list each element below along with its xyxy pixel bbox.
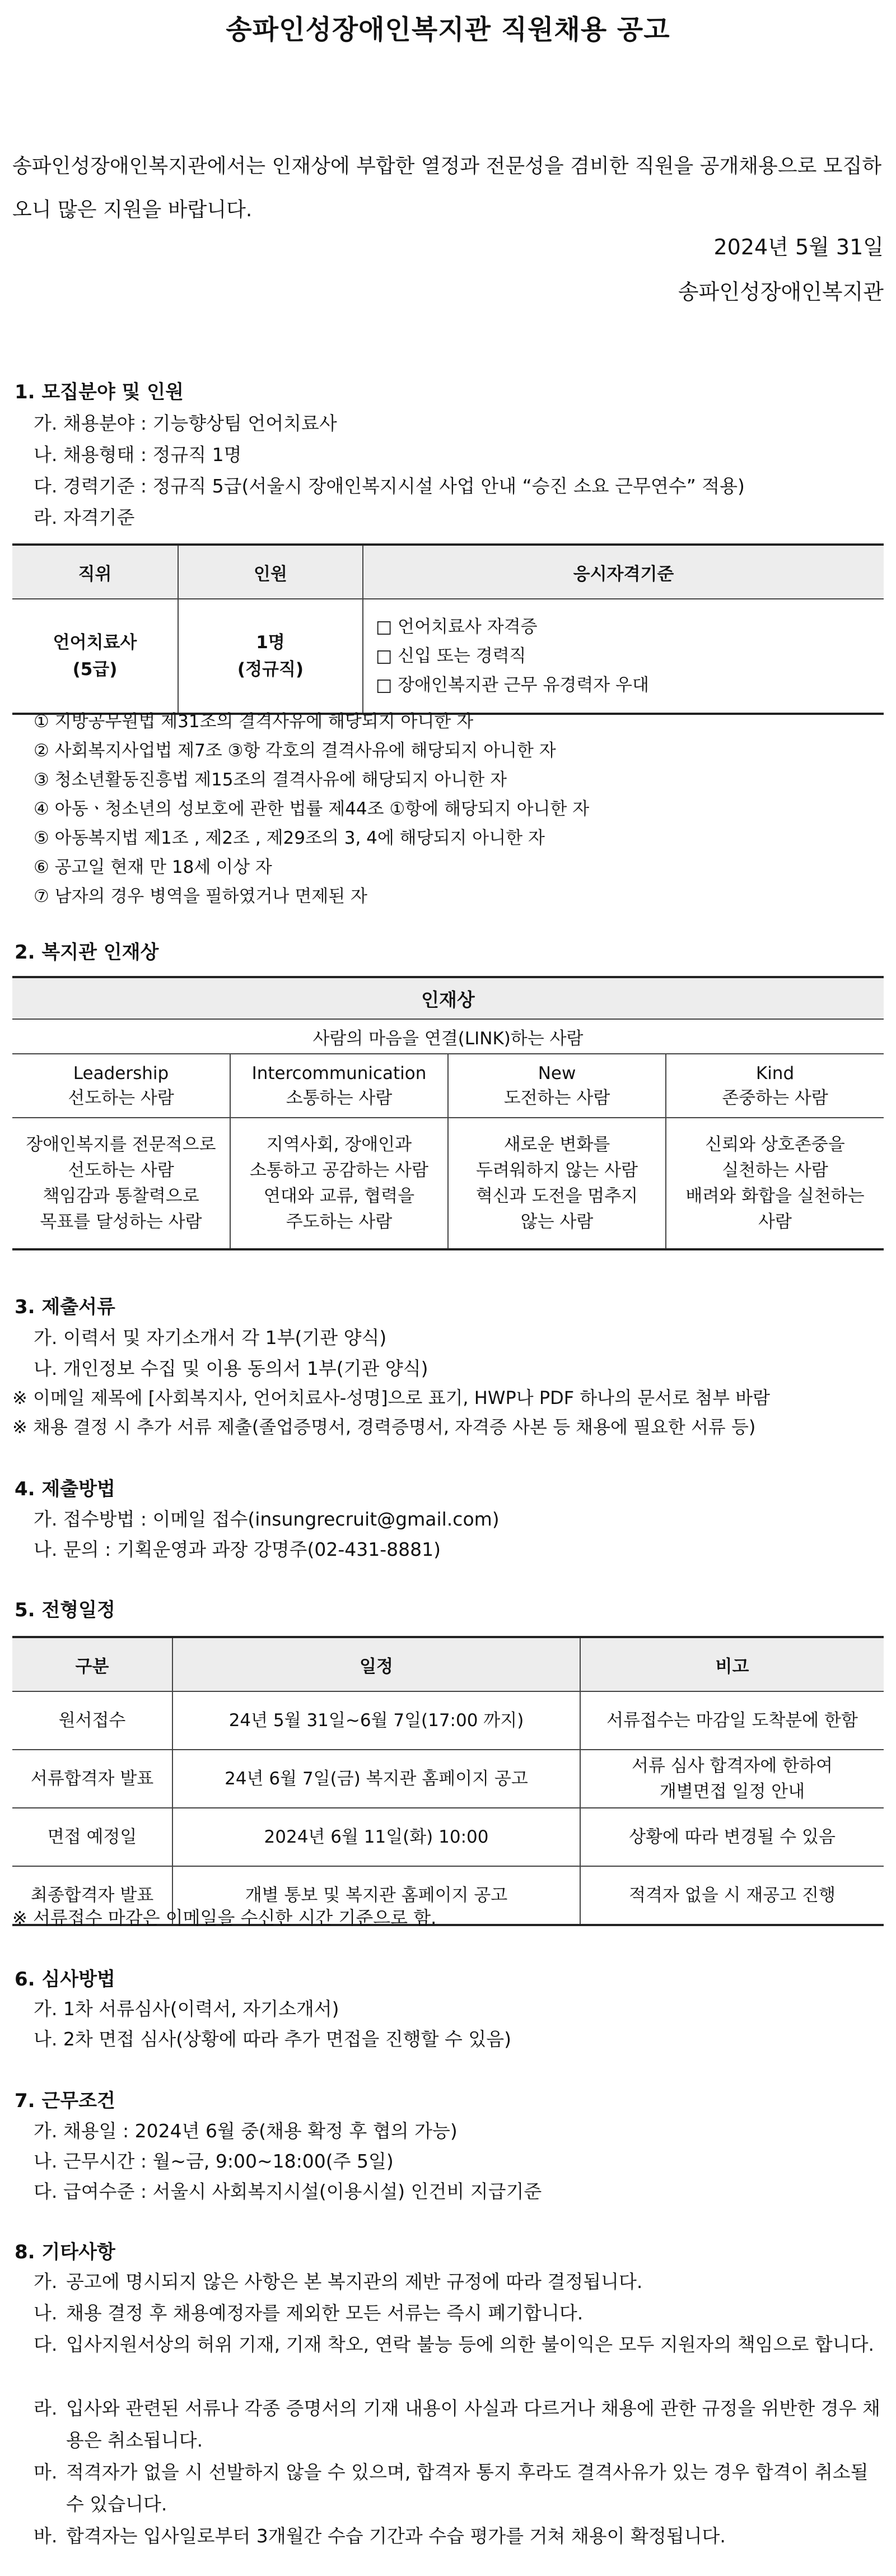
desc-line: 소통하고 공감하는 사람: [249, 1160, 429, 1180]
value-ko: 존중하는 사람: [722, 1088, 828, 1108]
value-desc-intercommunication: [230, 1118, 448, 1249]
value-header-leadership: [12, 1054, 230, 1118]
desc-line: 연대와 교류, 협력을: [263, 1186, 415, 1206]
value-ko: 선도하는 사람: [68, 1088, 174, 1108]
qualification-label: 라. 자격기준: [34, 506, 135, 528]
item-label: 마.: [34, 2461, 58, 2483]
schedule-table: [12, 1636, 884, 1926]
schedule-note: [580, 1866, 884, 1925]
schedule-date: 24년 6월 7일(금) 복지관 홈페이지 공고: [172, 1750, 580, 1808]
desc-line: 책임감과 통찰력으로: [43, 1186, 199, 1206]
talent-table: [12, 976, 884, 1250]
item-text: 입사와 관련된 서류나 각종 증명서의 기재 내용이 사실과 다르거나 채용에 관한 규정을 위반한 경우 채용은 취소됩니다.: [66, 2397, 880, 2451]
disqualification-criterion: ③ 청소년활동진흥법 제15조의 결격사유에 해당되지 아니한 자: [34, 770, 507, 790]
disqualification-criterion: ① 지방공무원법 제31조의 결격사유에 해당되지 아니한 자: [34, 712, 474, 732]
value-desc-new: [448, 1118, 666, 1249]
count-cell: [178, 599, 363, 714]
value-header-new: [448, 1054, 666, 1118]
condition-item: 나. 근무시간 : 월~금, 9:00~18:00(주 5일): [34, 2150, 394, 2172]
item-label: 바.: [34, 2525, 58, 2547]
note-line: 서류접수는 마감일 도착분에 한함: [606, 1710, 858, 1731]
disqualification-criterion: ⑦ 남자의 경우 병역을 필하였거나 면제된 자: [34, 886, 367, 906]
item-label: 다.: [34, 2333, 58, 2355]
section-heading-talent: 2. 복지관 인재상: [15, 941, 159, 964]
desc-line: 주도하는 사람: [286, 1212, 393, 1232]
schedule-note-text: ※ 서류접수 마감은 이메일을 수신한 시간 기준으로 함.: [12, 1907, 437, 1928]
qualification-item: □ 언어치료사 자격증: [376, 617, 538, 637]
document-note: ※ 이메일 제목에 [사회복지사, 언어치료사-성명]으로 표기, HWP나 PDF 하나의 문서로 첨부 바람: [12, 1387, 771, 1408]
other-item: [34, 2392, 885, 2456]
column-header: 직위: [12, 545, 178, 599]
section-heading-documents: 3. 제출서류: [15, 1296, 115, 1318]
talent-subtitle: 사람의 마음을 연결(LINK)하는 사람: [12, 1019, 884, 1054]
notice-date: 2024년 5월 31일: [713, 235, 884, 259]
contact-info: 나. 문의 : 기획운영과 과장 강명주(02-431-8881): [34, 1538, 441, 1560]
position-grade: (5급): [72, 659, 118, 680]
section-heading-other: 8. 기타사항: [15, 2241, 115, 2263]
schedule-note: [580, 1750, 884, 1808]
schedule-note: [580, 1808, 884, 1866]
page-title: 송파인성장애인복지관 직원채용 공고: [226, 14, 670, 45]
value-desc-kind: [666, 1118, 884, 1249]
item-label: 라.: [34, 2397, 58, 2419]
column-header: 구분: [12, 1637, 172, 1691]
other-item: [34, 2297, 885, 2329]
column-header: 인원: [178, 545, 363, 599]
schedule-note: [580, 1691, 884, 1750]
desc-line: 신뢰와 상호존중을: [705, 1134, 845, 1155]
desc-line: 장애인복지를 전문적으로: [26, 1134, 216, 1155]
position-cell: [12, 599, 178, 714]
item-label: 나.: [34, 2302, 58, 2324]
value-ko: 도전하는 사람: [503, 1088, 610, 1108]
column-header: 응시자격기준: [363, 545, 884, 599]
table-row: [12, 1750, 884, 1808]
condition-item: 다. 급여수준 : 서울시 사회복지시설(이용시설) 인건비 지급기준: [34, 2180, 542, 2202]
value-en: Kind: [755, 1063, 795, 1084]
document-item: 나. 개인정보 수집 및 이용 동의서 1부(기관 양식): [34, 1357, 428, 1379]
schedule-date: 개별 통보 및 복지관 홈페이지 공고: [172, 1866, 580, 1925]
disqualification-criterion: ④ 아동ㆍ청소년의 성보호에 관한 법률 제44조 ①항에 해당되지 아니한 자: [34, 799, 590, 819]
intro-text: 송파인성장애인복지관에서는 인재상에 부합한 열정과 전문성을 겸비한 직원을 공개채용으로 모집하오니 많은 지원을 바랍니다.: [12, 155, 882, 221]
position-name: 언어치료사: [53, 633, 137, 653]
item-text: 적격자가 없을 시 선발하지 않을 수 있으며, 합격자 통지 후라도 결격사유가 있는 경우 합격이 취소될 수 있습니다.: [66, 2461, 869, 2515]
qualification-item: □ 장애인복지관 근무 유경력자 우대: [376, 675, 649, 695]
desc-line: 혁신과 도전을 멈추지: [475, 1186, 638, 1206]
item-text: 공고에 명시되지 않은 사항은 본 복지관의 제반 규정에 따라 결정됩니다.: [66, 2271, 643, 2293]
value-header-intercommunication: [230, 1054, 448, 1118]
column-header: 일정: [172, 1637, 580, 1691]
submission-method: 가. 접수방법 : 이메일 접수(insungrecruit@gmail.com): [34, 1508, 500, 1530]
document-item: 가. 이력서 및 자기소개서 각 1부(기관 양식): [34, 1327, 387, 1349]
organization-name: 송파인성장애인복지관: [678, 280, 884, 304]
qualification-item: □ 신입 또는 경력직: [376, 646, 526, 666]
section-heading-submission: 4. 제출방법: [15, 1478, 115, 1500]
value-en: Intercommunication: [251, 1063, 427, 1084]
other-item: [34, 2328, 885, 2360]
section-heading-schedule: 5. 전형일정: [15, 1599, 115, 1621]
schedule-date: 24년 5월 31일~6월 7일(17:00 까지): [172, 1691, 580, 1750]
desc-line: 배려와 화합을 실천하는: [685, 1186, 865, 1206]
item-label: 가.: [34, 2271, 58, 2293]
value-ko: 소통하는 사람: [286, 1088, 393, 1108]
column-header: 비고: [580, 1637, 884, 1691]
recruit-field: 가. 채용분야 : 기능향상팀 언어치료사: [34, 412, 337, 434]
other-item: [34, 2266, 885, 2298]
value-header-kind: [666, 1054, 884, 1118]
section-heading-conditions: 7. 근무조건: [15, 2090, 115, 2112]
section-heading-recruitment: 1. 모집분야 및 인원: [15, 381, 184, 403]
desc-line: 목표를 달성하는 사람: [40, 1212, 202, 1232]
desc-line: 실천하는 사람: [722, 1160, 828, 1180]
talent-table-title: 인재상: [12, 977, 884, 1019]
value-en: New: [538, 1063, 576, 1084]
schedule-stage: 면접 예정일: [12, 1808, 172, 1866]
item-text: 합격자는 입사일로부터 3개월간 수습 기간과 수습 평가를 거쳐 채용이 확정됩니다.: [66, 2525, 726, 2547]
note-line: 서류 심사 합격자에 한하여: [632, 1756, 833, 1776]
qualification-cell: [363, 599, 884, 714]
disqualification-criterion: ⑤ 아동복지법 제1조 , 제2조 , 제29조의 3, 4에 해당되지 아니한 자: [34, 828, 545, 848]
note-line: 상황에 따라 변경될 수 있음: [629, 1827, 836, 1847]
document-note: ※ 채용 결정 시 추가 서류 제출(졸업증명서, 경력증명서, 자격증 사본 등 채용에 필요한 서류 등): [12, 1416, 756, 1438]
schedule-stage: 서류합격자 발표: [12, 1750, 172, 1808]
note-line: 적격자 없을 시 재공고 진행: [629, 1885, 836, 1905]
value-desc-leadership: [12, 1118, 230, 1249]
section-heading-screening: 6. 심사방법: [15, 1968, 115, 1991]
career-criteria: 다. 경력기준 : 정규직 5급(서울시 장애인복지시설 사업 안내 “승진 소요 근무연수” 적용): [34, 475, 745, 497]
disqualification-criterion: ② 사회복지사업법 제7조 ③항 각호의 결격사유에 해당되지 아니한 자: [34, 741, 556, 761]
desc-line: 않는 사람: [520, 1212, 594, 1232]
other-item: [34, 2456, 885, 2520]
other-item: [34, 2520, 885, 2552]
employment-type: 나. 채용형태 : 정규직 1명: [34, 444, 242, 466]
schedule-date: 2024년 6월 11일(화) 10:00: [172, 1808, 580, 1866]
value-en: Leadership: [73, 1063, 169, 1084]
desc-line: 지역사회, 장애인과: [266, 1134, 412, 1155]
screening-item: 나. 2차 면접 심사(상황에 따라 추가 면접을 진행할 수 있음): [34, 2028, 511, 2050]
headcount-type: (정규직): [237, 659, 304, 680]
schedule-stage: 원서접수: [12, 1691, 172, 1750]
qualification-table: [12, 543, 884, 715]
headcount: 1명: [256, 633, 285, 653]
note-line: 개별면접 일정 안내: [659, 1782, 805, 1802]
condition-item: 가. 채용일 : 2024년 6월 중(채용 확정 후 협의 가능): [34, 2120, 458, 2142]
item-text: 입사지원서상의 허위 기재, 기재 착오, 연락 불능 등에 의한 불이익은 모두 지원자의 책임으로 합니다.: [66, 2333, 874, 2355]
schedule-stage: 최종합격자 발표: [12, 1866, 172, 1925]
table-row: [12, 1691, 884, 1750]
disqualification-criterion: ⑥ 공고일 현재 만 18세 이상 자: [34, 857, 272, 877]
desc-line: 두려워하지 않는 사람: [475, 1160, 638, 1180]
item-text: 채용 결정 후 채용예정자를 제외한 모든 서류는 즉시 폐기합니다.: [66, 2302, 584, 2324]
desc-line: 선도하는 사람: [68, 1160, 174, 1180]
table-row: [12, 1808, 884, 1866]
screening-item: 가. 1차 서류심사(이력서, 자기소개서): [34, 1998, 339, 2020]
desc-line: 새로운 변화를: [503, 1134, 610, 1155]
desc-line: 사람: [758, 1212, 792, 1232]
